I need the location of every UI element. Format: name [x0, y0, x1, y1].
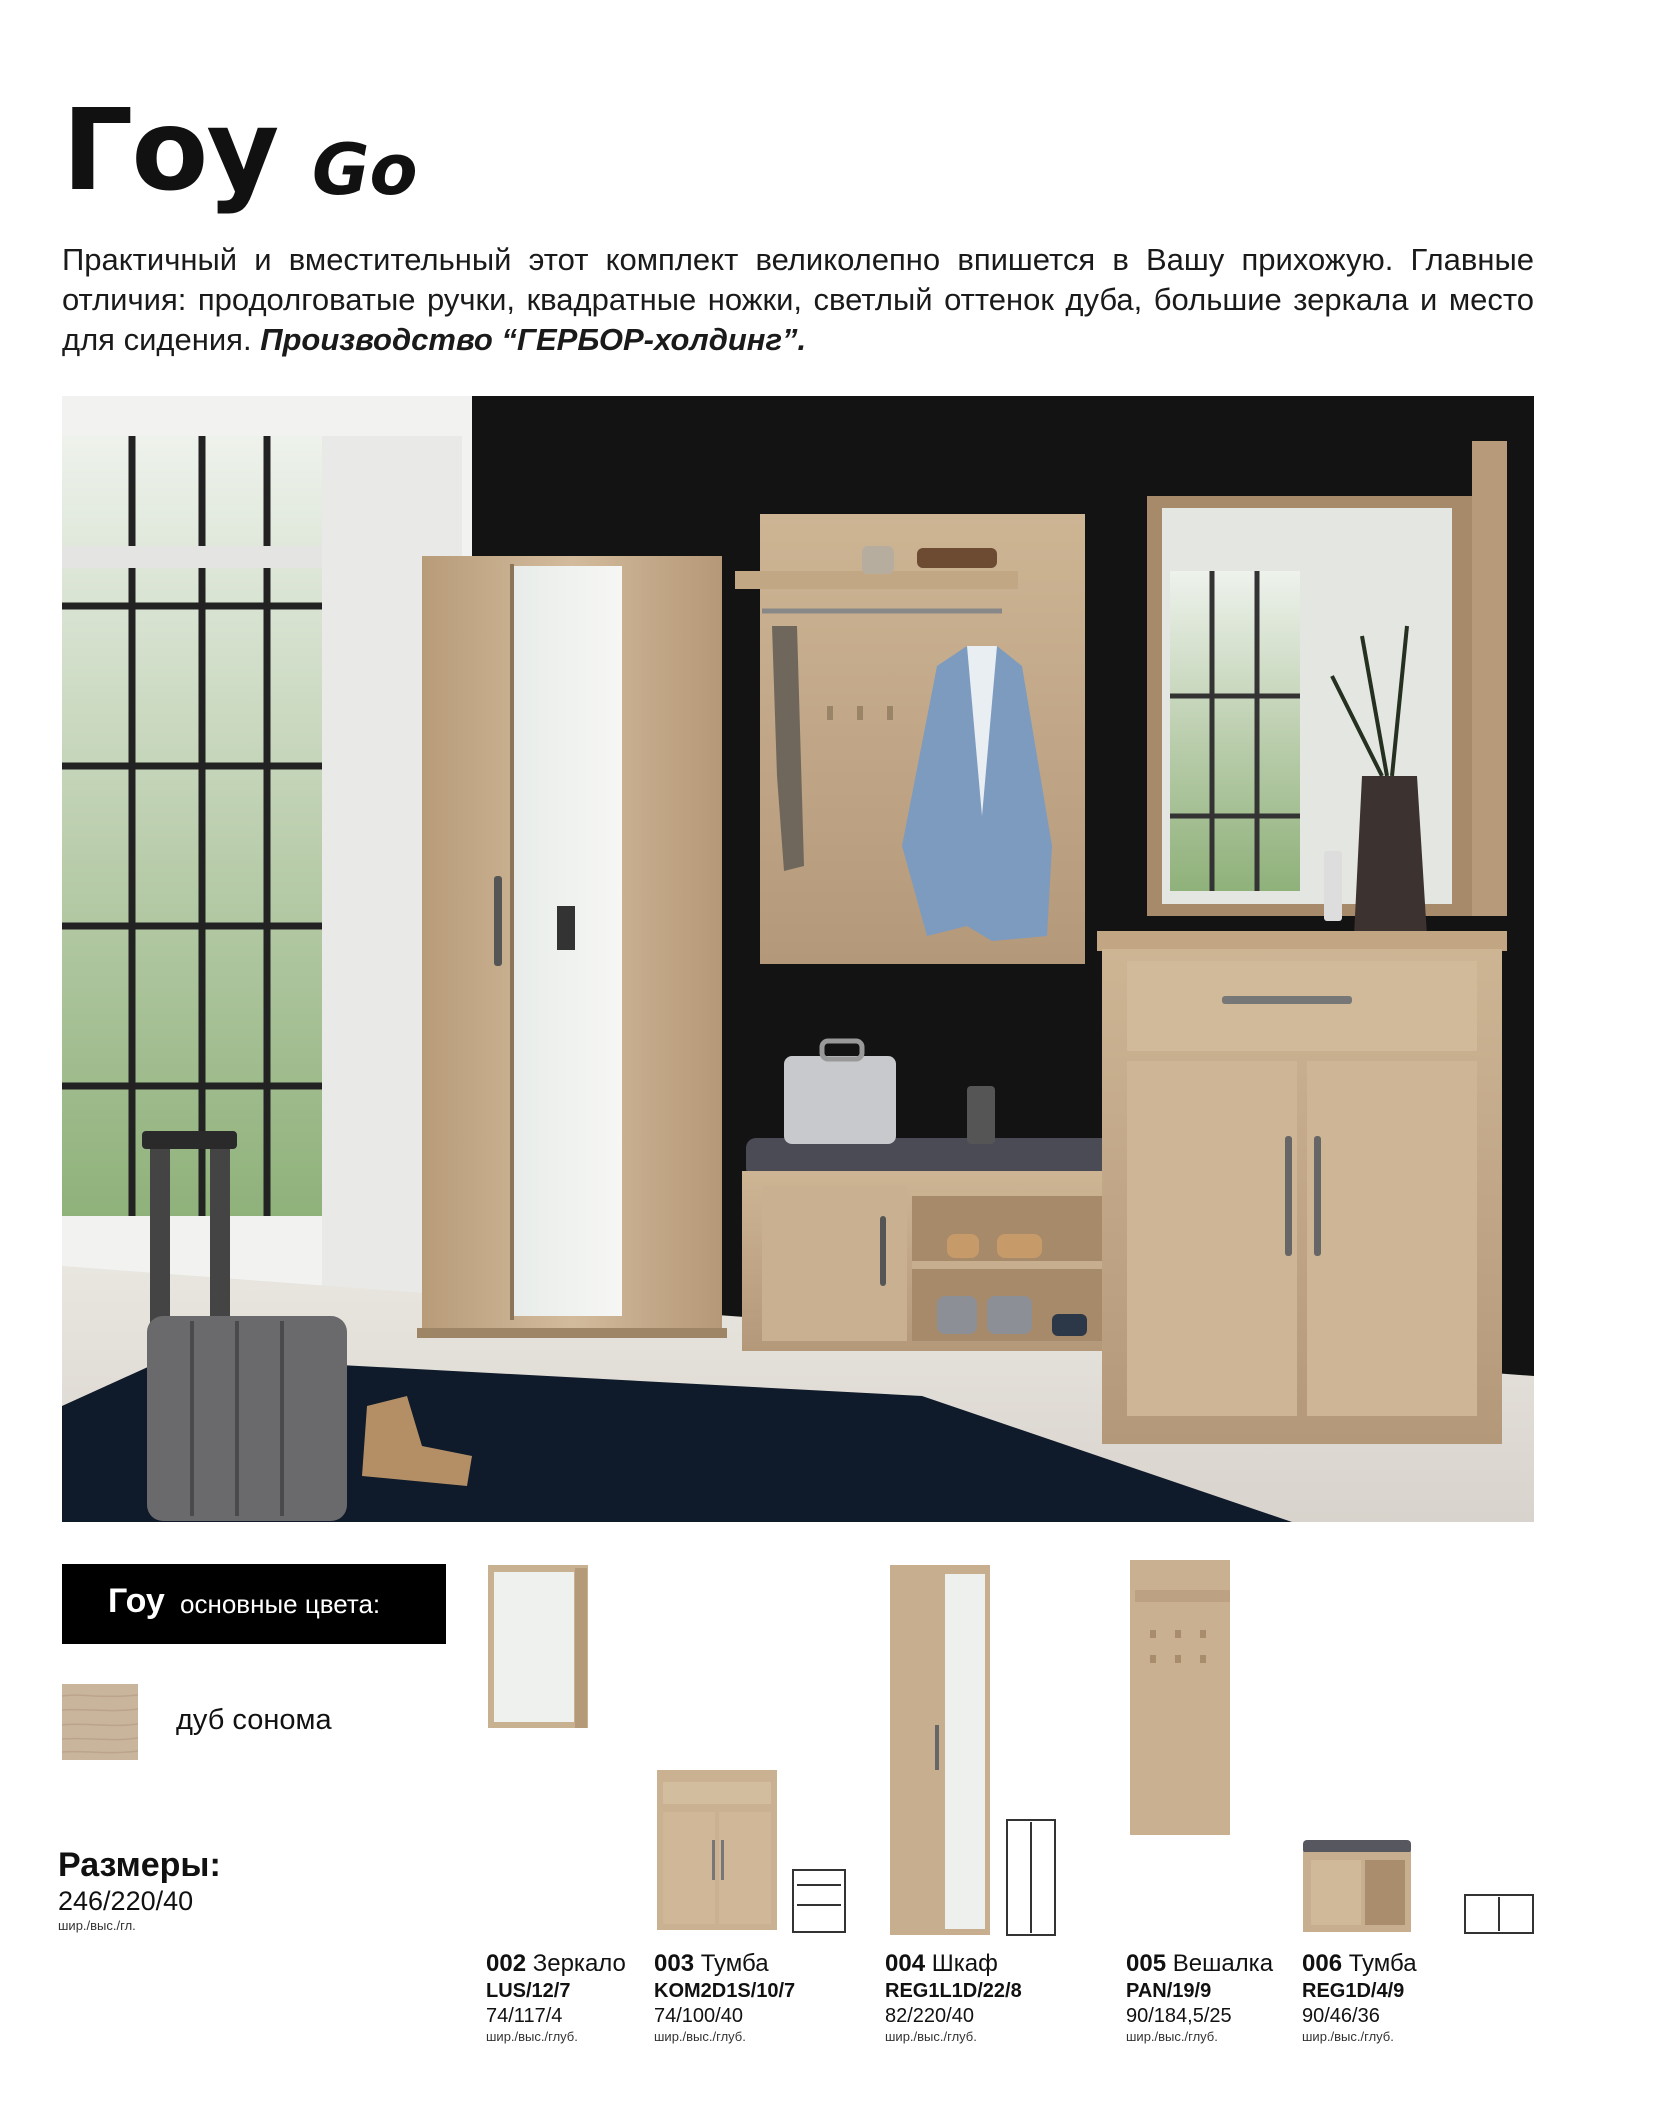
product-004-caption [885, 1950, 1055, 2044]
product-003-type: Тумба [700, 1950, 769, 1977]
product-004-num: 004 [885, 1950, 926, 1977]
product-003-size: 74/100/40 [654, 2005, 743, 2027]
product-003-image [657, 1770, 845, 1932]
product-004-type: Шкаф [931, 1950, 998, 1977]
product-005-size: 90/184,5/25 [1126, 2005, 1232, 2027]
product-005-note: шир./выс./глуб. [1126, 2029, 1218, 2044]
product-002-type: Зеркало [532, 1950, 626, 1977]
product-003-caption [654, 1950, 824, 2044]
product-005-num: 005 [1126, 1950, 1167, 1977]
product-006-note: шир./выс./глуб. [1302, 2029, 1394, 2044]
product-005-type: Вешалка [1172, 1950, 1274, 1977]
product-003-code: KOM2D1S/10/7 [654, 1980, 796, 2002]
product-006-size: 90/46/36 [1302, 2005, 1380, 2027]
product-002-caption [486, 1950, 656, 2044]
product-003-num: 003 [654, 1950, 695, 1977]
product-006-code: REG1D/4/9 [1302, 1980, 1405, 2002]
page-title: Гоу [62, 86, 278, 216]
product-006-image [1303, 1840, 1533, 1933]
product-004-size: 82/220/40 [885, 2005, 974, 2027]
swatch-oak-sonoma [62, 1684, 138, 1760]
page-title-latin: Go [312, 129, 418, 211]
intro-manufacturer: Производство “ГЕРБОР-холдинг”. [260, 322, 807, 357]
product-002-image [488, 1565, 588, 1728]
swatch-label: дуб сонома [176, 1704, 332, 1736]
hallway-photo [62, 396, 1534, 1522]
colors-brand: Гоу [108, 1582, 165, 1620]
colors-header [62, 1564, 446, 1644]
product-thumbnails [485, 1560, 1545, 1950]
product-005-code: PAN/19/9 [1126, 1980, 1212, 2002]
product-002-code: LUS/12/7 [486, 1980, 571, 2002]
product-002-size: 74/117/4 [486, 2005, 563, 2027]
hallway-illustration [62, 396, 1534, 1522]
product-006-num: 006 [1302, 1950, 1343, 1977]
product-005-image [1130, 1560, 1230, 1835]
product-004-note: шир./выс./глуб. [885, 2029, 977, 2044]
intro-text: Практичный и вместительный этот комплект великолепно впишется в Вашу прихожую. Главные отличия: продолговатые ручки, квадратные ножки, светлый оттенок дуба, большие зеркала и место для сидения. [62, 242, 1534, 357]
intro-paragraph [62, 240, 1534, 360]
product-005-caption [1126, 1950, 1296, 2044]
dimensions-title: Размеры: [58, 1846, 221, 1884]
product-004-image [890, 1565, 1055, 1935]
colors-heading: основные цвета: [180, 1589, 381, 1619]
product-002-num: 002 [486, 1950, 527, 1977]
dimensions-note: шир./выс./гл. [58, 1918, 136, 1933]
dimensions-value: 246/220/40 [58, 1886, 194, 1916]
product-006-caption [1302, 1950, 1472, 2044]
product-003-note: шир./выс./глуб. [654, 2029, 746, 2044]
product-002-note: шир./выс./глуб. [486, 2029, 578, 2044]
product-006-type: Тумба [1348, 1950, 1417, 1977]
product-004-code: REG1L1D/22/8 [885, 1980, 1022, 2002]
